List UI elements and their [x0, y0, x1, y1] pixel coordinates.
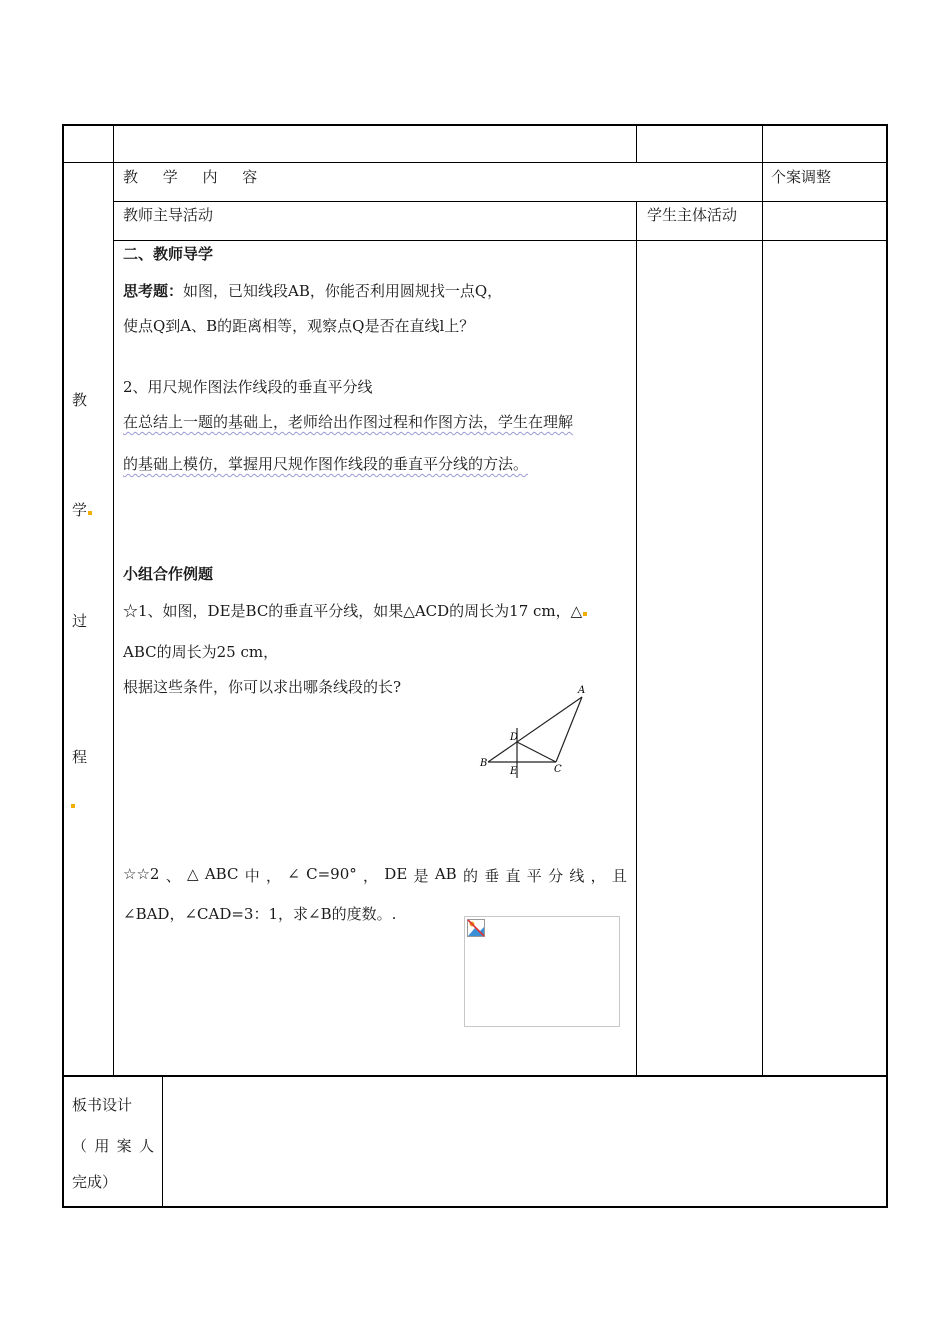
- label-e: E: [510, 766, 518, 777]
- ex2-part: 直: [505, 867, 521, 885]
- ex2-part: ，: [363, 867, 379, 885]
- side-label-char-1: 教: [72, 391, 88, 409]
- board-part: （: [72, 1137, 88, 1155]
- side-label-char-2: [72, 503, 92, 518]
- col-line-board: [162, 1075, 163, 1208]
- board-label-line-2: [72, 1135, 154, 1156]
- label-d: D: [510, 732, 519, 743]
- ex2-part: ，: [590, 867, 606, 885]
- think-text-1: 如图，已知线段AB，你能否利用圆规找一点Q，: [183, 282, 503, 300]
- ex2-part: △: [187, 865, 199, 883]
- label-a: A: [578, 685, 586, 696]
- think-question-line-1: [123, 284, 502, 299]
- side-label-char-2-text: 学: [72, 501, 88, 519]
- adjust-title: 个案调整: [771, 168, 832, 186]
- col-line-3: [762, 124, 763, 1076]
- ex2-part: 中: [244, 867, 260, 885]
- teacher-col-title: 教师主导活动: [123, 206, 214, 224]
- think-question-line-2: 使点Q到A、B的距离相等，观察点Q是否在直线l上？: [123, 317, 475, 335]
- table-row-line-3: [113, 240, 888, 241]
- edit-mark-icon: [88, 511, 92, 515]
- ex2-part: 线: [569, 867, 585, 885]
- broken-image-frame: [464, 916, 620, 1027]
- item2-text-2: 的基础上模仿，掌握用尺规作图作线段的垂直平分线的方法。: [123, 455, 529, 473]
- exercise-1-line-3: 根据这些条件，你可以求出哪条线段的长?: [123, 678, 402, 696]
- ex2-part: 且: [611, 867, 627, 885]
- col-line-1: [113, 124, 114, 1076]
- ex2-part: 的: [462, 867, 478, 885]
- segment-ba: [488, 697, 582, 762]
- table-border-left: [62, 124, 64, 1208]
- col-line-2b: [636, 201, 637, 1076]
- exercise-2-line-1: [123, 865, 627, 886]
- edit-mark-icon: [583, 612, 587, 616]
- item2-text-line-2: [123, 457, 528, 472]
- board-part: 用: [94, 1137, 110, 1155]
- segment-dc: [517, 742, 556, 762]
- col-line-2a: [636, 124, 637, 163]
- ex2-part: ABC: [204, 865, 239, 883]
- ex2-part: 垂: [484, 867, 500, 885]
- table-row-line-4: [62, 1075, 888, 1077]
- ex2-part: ☆☆2: [123, 865, 160, 883]
- table-border-bottom: [62, 1206, 888, 1208]
- table-row-line-2: [113, 201, 888, 202]
- ex2-part: AB: [434, 865, 457, 883]
- exercise-1-line-2: ABC的周长为25 cm，: [123, 643, 279, 661]
- ex2-part: ，: [265, 867, 281, 885]
- ex2-part: 、: [165, 867, 181, 885]
- side-label-char-3: 过: [72, 612, 88, 630]
- ex2-part: 分: [548, 867, 564, 885]
- ex2-part: ∠: [287, 865, 300, 883]
- content-title: 教 学 内 容: [123, 168, 259, 186]
- group-heading: 小组合作例题: [123, 565, 214, 583]
- section-heading: 二、教师导学: [123, 245, 214, 263]
- side-label-char-4: 程: [72, 748, 88, 766]
- broken-image-icon: [467, 919, 485, 937]
- edit-mark-icon: [71, 804, 75, 808]
- table-row-line-1: [62, 162, 888, 163]
- exercise-2-line-2: ∠BAD，∠CAD=3：1，求∠B的度数。.: [123, 905, 397, 923]
- think-label: 思考题：: [123, 282, 184, 300]
- ex2-part: DE: [384, 865, 408, 883]
- table-border-top: [62, 124, 888, 126]
- item2-title: 2、用尺规作图法作线段的垂直平分线: [123, 378, 373, 396]
- board-label-line-3: 完成）: [72, 1173, 118, 1191]
- item2-text-1: 在总结上一题的基础上，老师给出作图过程和作图方法，学生在理解: [123, 413, 574, 431]
- board-part: 案: [116, 1137, 132, 1155]
- ex2-part: C=90°: [306, 865, 357, 883]
- label-c: C: [554, 764, 562, 775]
- exercise-1-line-1: [123, 604, 587, 619]
- student-col-title: 学生主体活动: [647, 206, 738, 224]
- ex2-part: 平: [526, 867, 542, 885]
- ex2-part: 是: [413, 867, 429, 885]
- triangle-figure: [476, 682, 596, 778]
- board-label-line-1: 板书设计: [72, 1096, 133, 1114]
- item2-text-line-1: [123, 415, 573, 430]
- segment-ac: [556, 697, 582, 762]
- table-border-right: [886, 124, 888, 1208]
- exercise-1-text-1: ☆1、如图，DE是BC的垂直平分线，如果△ACD的周长为17 cm，△: [123, 602, 583, 620]
- board-part: 人: [138, 1137, 154, 1155]
- label-b: B: [480, 758, 488, 769]
